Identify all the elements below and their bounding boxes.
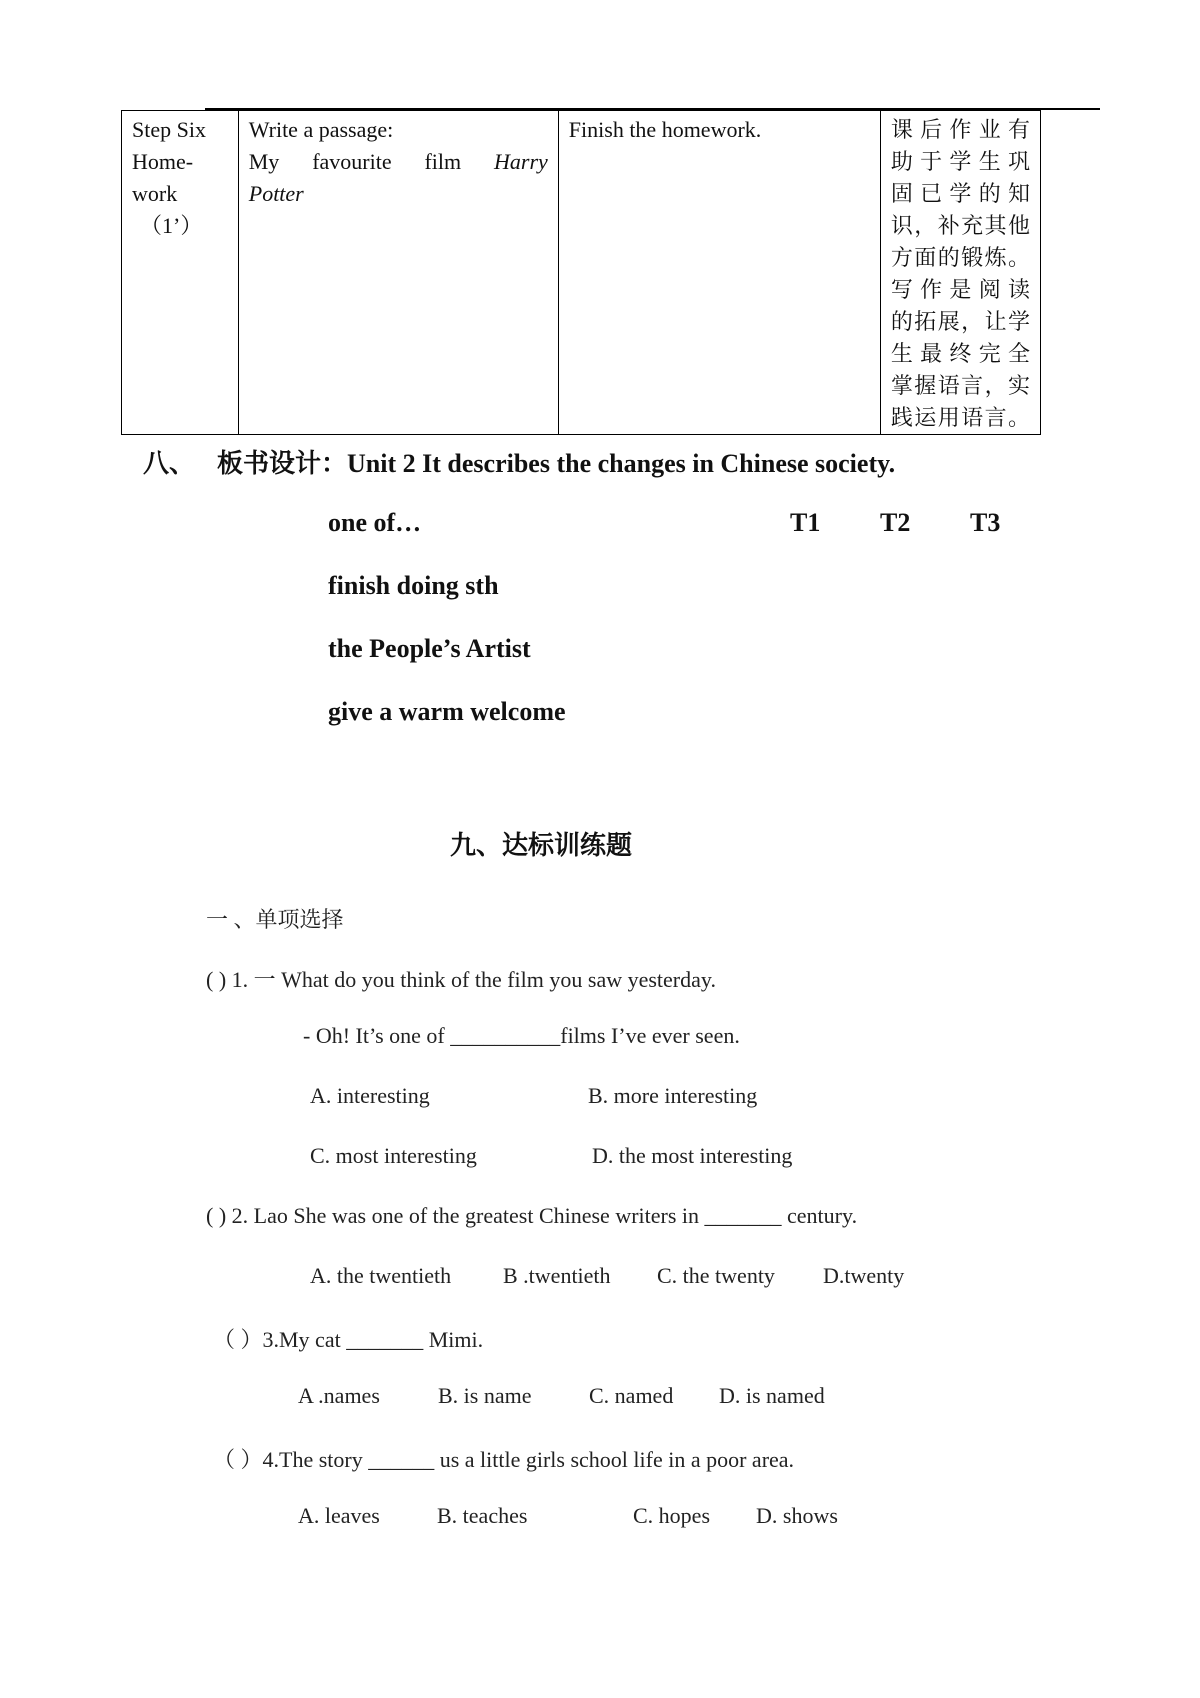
part-title: 一 、单项选择 — [206, 907, 344, 932]
intent-line: 方面的锻炼。 — [890, 245, 1030, 270]
option: B. is name — [438, 1383, 532, 1408]
word: My — [248, 149, 280, 174]
question-stem: - Oh! It’s one of __________films I’ve ever seen. — [303, 1023, 740, 1048]
word: favourite — [312, 149, 392, 174]
step-line: Step Six — [132, 117, 206, 142]
t-label: T3 — [970, 508, 1001, 537]
step-line: work — [132, 181, 178, 206]
section-number: 八、 — [143, 449, 196, 478]
intent-cell — [880, 111, 1040, 435]
option: D. is named — [719, 1383, 825, 1408]
board-line: finish doing sth — [328, 571, 499, 600]
option: D. shows — [756, 1503, 838, 1528]
section-9-heading: 九、达标训练题 — [450, 831, 633, 860]
option: A. leaves — [298, 1503, 380, 1528]
intent-line: 践运用语言。 — [890, 405, 1030, 430]
teacher-activity-cell — [238, 111, 558, 435]
option: C. named — [589, 1383, 674, 1408]
intent-line: 助于学生巩 — [890, 149, 1030, 174]
intent-line: 课后作业有 — [890, 117, 1030, 142]
intent-line: 生最终完全 — [890, 341, 1030, 366]
option: A. the twentieth — [310, 1263, 452, 1288]
teacher-line: Write a passage: — [248, 117, 394, 142]
teacher-line — [249, 178, 548, 210]
intent-line: 写作是阅读 — [890, 277, 1030, 302]
option: B. more interesting — [588, 1083, 758, 1108]
teacher-line — [249, 146, 548, 178]
option: D.twenty — [823, 1263, 905, 1288]
option: A .names — [298, 1383, 380, 1408]
option: D. the most interesting — [592, 1143, 793, 1168]
question-stem: ( ) 2. Lao She was one of the greatest Chinese writers in _______ century. — [206, 1203, 858, 1228]
intent-line: 识，补充其他 — [890, 213, 1030, 238]
t-label: T2 — [880, 508, 911, 537]
option: B .twentieth — [503, 1263, 611, 1288]
intent-line: 固已学的知 — [890, 181, 1030, 206]
question-stem: ( ) 1. 一 What do you think of the film you saw yesterday. — [206, 967, 716, 992]
step-cell — [122, 111, 239, 435]
option: B. teaches — [437, 1503, 528, 1528]
board-line: give a warm welcome — [328, 697, 566, 726]
board-line: the People’s Artist — [328, 634, 531, 663]
question-stem: （ ）4.The story ______ us a little girls school life in a poor area. — [213, 1447, 795, 1472]
student-activity-cell — [558, 111, 880, 435]
intent-line: 掌握语言，实 — [890, 373, 1030, 398]
word: Harry — [494, 149, 548, 174]
option: C. hopes — [633, 1503, 710, 1528]
question-stem: （ ）3.My cat _______ Mimi. — [213, 1327, 484, 1352]
intent-line: 的拓展，让学 — [890, 309, 1030, 334]
student-line: Finish the homework. — [568, 117, 762, 142]
table-row — [122, 111, 1041, 435]
word: film — [424, 149, 462, 174]
section-8-heading — [143, 443, 895, 480]
step-duration: （1’） — [140, 213, 203, 238]
board-line: one of… — [328, 508, 422, 537]
section-title: 板书设计：Unit 2 It describes the changes in Chinese society. — [217, 449, 896, 478]
option: C. most interesting — [310, 1143, 477, 1168]
word: Potter — [248, 181, 304, 206]
t-label: T1 — [790, 508, 821, 537]
lesson-plan-table — [121, 110, 1041, 435]
option: A. interesting — [310, 1083, 430, 1108]
option: C. the twenty — [657, 1263, 775, 1288]
step-line: Home- — [132, 149, 194, 174]
